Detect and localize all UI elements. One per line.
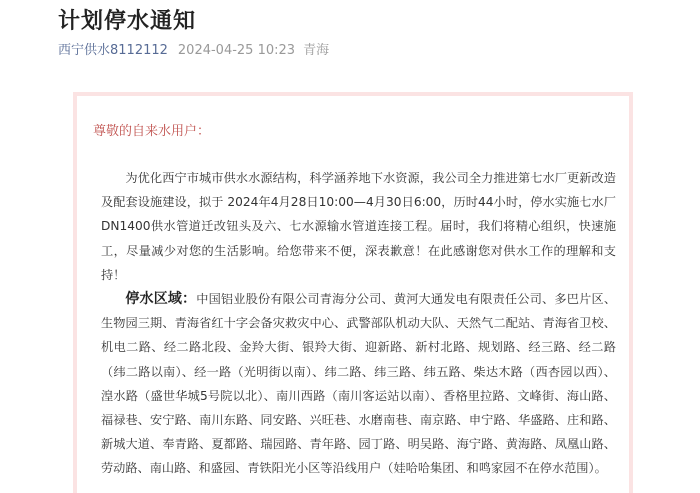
stop-area-text: 中国铝业股份有限公司青海分公司、黄河大通发电有限责任公司、多巴片区、生物园三期、青海省红十字会备灾救灾中心、武警部队机动大队、天然气二配站、青海省卫校、机电二路、经二路北段、金羚大街、银羚大街、迎新路、新村北路、规划路、经三路、经二路（纬二路以南）、经一路（光明街以南）、纬二路、纬三路、纬五路、柴达木路（西杏园以西）、湟水路（盛世华城5号院以北）、南川西路（南川客运站以南）、香格里拉路、文峰街、海山路、福禄巷、安宁路、南川东路、同安路、兴旺巷、水磨南巷、南京路、申宁路、华盛路、庄和路、新城大道、奉青路、夏都路、瑞园路、青年路、园丁路、明吴路、海宁路、黄海路、凤凰山路、劳动路、南山路、和盛园、青铁阳光小区等沿线用户（娃哈哈集团、和鸣家园不在停水范围）。 bbox=[101, 292, 617, 476]
notice-paragraph: 为优化西宁市城市供水水源结构，科学涵养地下水资源，我公司全力推进第七水厂更新改造及配套设施建设，拟于 2024年4月28日10:00—4月30日6:00，历时44小时，停水实施七水厂DN1400供水管道迁改钮头及六、七水源输水管道连接工程。届时，我们将精心组织，快速施工，尽量减少对您的生活影响。给您带来不便，深表歉意！在此感谢您对供水工作的理解和支持！ bbox=[101, 171, 616, 282]
notice-area-paragraph bbox=[101, 287, 616, 481]
article-title: 计划停水通知 bbox=[58, 9, 197, 34]
notice-salutation: 尊敬的自来水用户： bbox=[93, 124, 211, 139]
notice-body bbox=[101, 166, 616, 481]
publish-location: 青海 bbox=[303, 43, 330, 58]
stop-area-label: 停水区域： bbox=[125, 291, 197, 308]
notice-card bbox=[73, 92, 633, 493]
account-name-link[interactable]: 西宁供水8112112 bbox=[58, 43, 168, 58]
notice-card-inner bbox=[87, 96, 619, 493]
publish-date: 2024-04-25 10:23 bbox=[177, 43, 296, 58]
article-meta bbox=[58, 39, 329, 58]
